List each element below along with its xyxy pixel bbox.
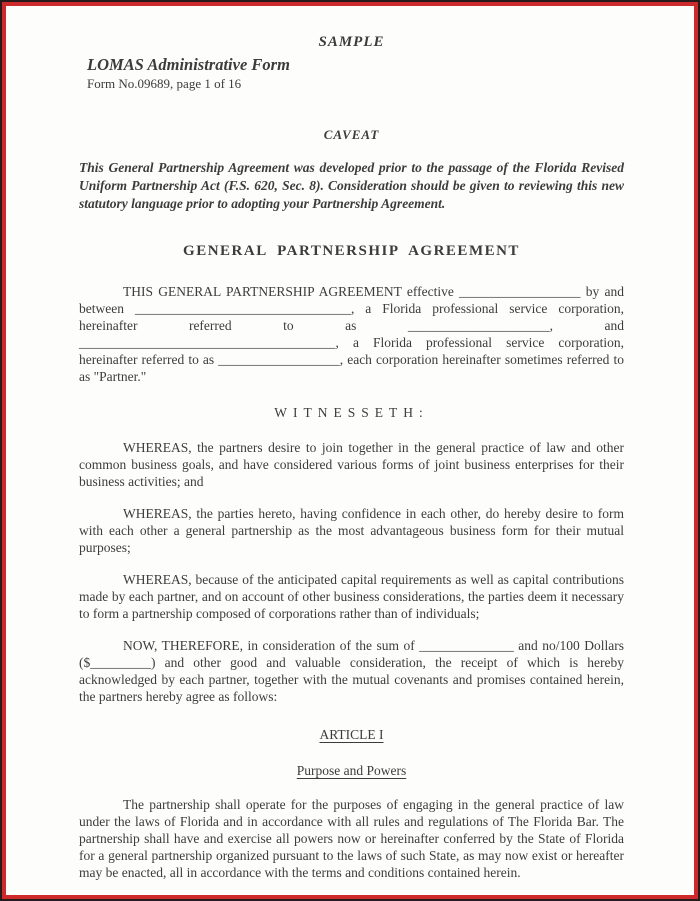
form-name: LOMAS Administrative Form (87, 55, 290, 74)
article-body-paragraph: The partnership shall operate for the purposes of engaging in the general practice of law under the laws of Florida and in accordance with all rules and regulations of The Florida Bar. The partnership shall have and exercise all powers now or hereinafter conferred by the State of Florida for a general partnership organized pursuant to the laws of such State, as may now exist or hereafter may be enacted, all in accordance with the terms and conditions contained herein. (79, 797, 624, 880)
article-subheading-text: Purpose and Powers (296, 763, 407, 778)
witnesseth-heading: WITNESSETH: (274, 405, 429, 420)
opening-paragraph: THIS GENERAL PARTNERSHIP AGREEMENT effective __________________ by and between ________________________________, a Florida professional service corporation, hereinafter referred to as _____________________, and ______________________________________, a Florida professional service corporation, hereinafter referred to as __________________, each corporation hereinafter sometimes referred to as "Partner." (79, 284, 624, 384)
caveat-paragraph: This General Partnership Agreement was developed prior to the passage of the Florida Revised Uniform Partnership Act (F.S. 620, Sec. 8). Consideration should be given to reviewing this new statutory language prior to adopting your Partnership Agreement. (79, 160, 624, 211)
agreement-title: GENERAL PARTNERSHIP AGREEMENT (183, 243, 520, 259)
whereas-clause-2: WHEREAS, the parties hereto, having confidence in each other, do hereby desire to form with each other a general partnership as the most advantageous business form for their mutual purposes; (79, 506, 624, 555)
document-page (6, 6, 694, 895)
caveat-heading: CAVEAT (323, 127, 380, 142)
article-heading-text: ARTICLE I (319, 727, 384, 742)
article-heading (79, 726, 624, 743)
page-border-red (2, 2, 698, 899)
whereas-clause-3: WHEREAS, because of the anticipated capital requirements as well as capital contributions made by each partner, and on account of other business considerations, the parties deem it necessary to form a partnership composed of corporations rather than of individuals; (79, 572, 624, 621)
whereas-clause-1: WHEREAS, the partners desire to join together in the general practice of law and other common business goals, and have considered various forms of joint business enterprises for their business activities; and (79, 440, 624, 489)
now-therefore-paragraph: NOW, THEREFORE, in consideration of the sum of ______________ and no/100 Dollars ($_________) and other good and valuable consideration, the receipt of which is hereby acknowledged by each partner, together with the mutual covenants and promises contained herein, the partners hereby agree as follows: (79, 638, 624, 704)
form-number: Form No.09689, page 1 of 16 (87, 76, 242, 91)
sample-watermark: SAMPLE (318, 34, 385, 50)
article-subheading (79, 762, 624, 779)
